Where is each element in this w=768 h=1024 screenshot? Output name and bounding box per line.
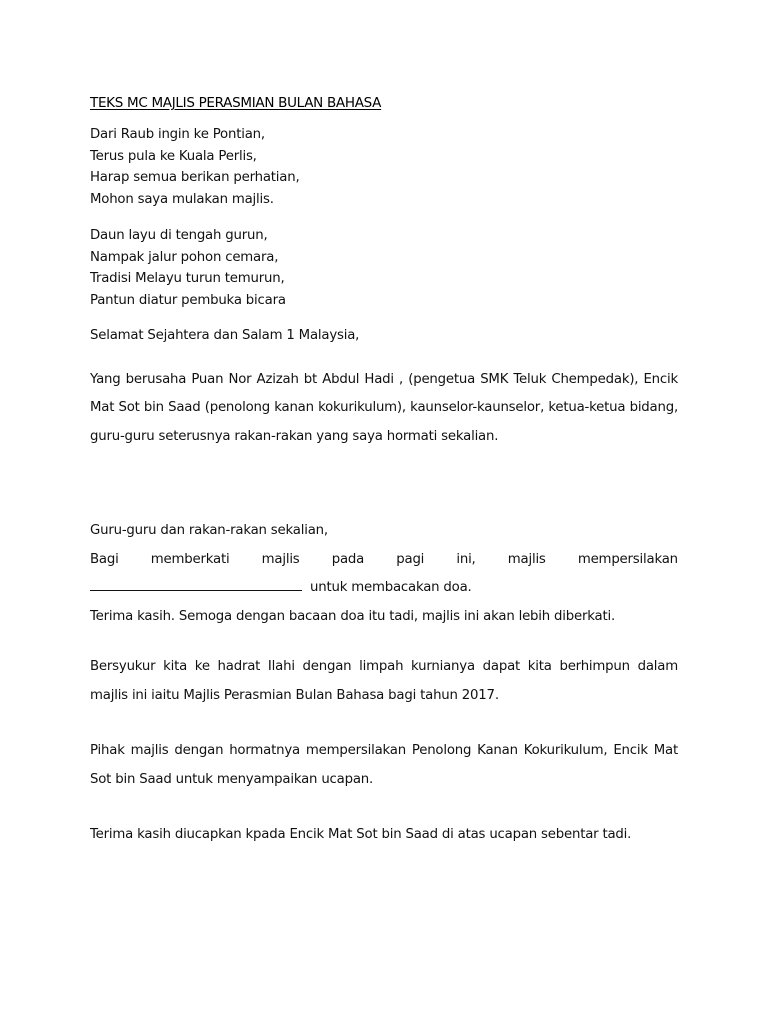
name-blank-field[interactable] [90,576,302,591]
word: majlis [261,551,300,567]
spacer [90,794,678,821]
address-line: Guru-guru dan rakan-rakan sekalian, [90,523,328,539]
word: pada [331,551,365,567]
thanks-doa-line: Terima kasih. Semoga dengan bacaan doa itu tadi, majlis ini akan lebih diberkati. [90,608,616,624]
spacer [90,631,678,653]
doa-invite-line [90,546,678,575]
pantun-stanza-1 [90,124,678,211]
invite-speech-paragraph: Pihak majlis dengan hormatnya mempersilakan Penolong Kanan Kokurikulum, Encik Mat Sot bin Saad untuk menyampaikan ucapan. [90,743,678,787]
pantun-line: Tradisi Melayu turun temurun, [90,271,285,287]
honorifics-paragraph: Yang berusaha Puan Nor Azizah bt Abdul Hadi , (pengetua SMK Teluk Chempedak), Encik Mat Sot bin Saad (penolong kanan kokurikulum), kaunselor-kaunselor, ketua-ketua bidang, guru-guru seterusnya rakan-rakan yang saya hormati sekalian. [90,371,678,444]
word: ini, [456,551,476,567]
document-page [90,94,678,850]
spacer [90,451,678,517]
pantun-stanza-2 [90,225,678,312]
pantun-line: Nampak jalur pohon cemara, [90,249,279,265]
pantun-line: Mohon saya mulakan majlis. [90,192,274,208]
greeting-line: Selamat Sejahtera dan Salam 1 Malaysia, [90,327,360,343]
word: Bagi [90,551,119,567]
pantun-line: Dari Raub ingin ke Pontian, [90,127,265,142]
thanks-speech-line: Terima kasih diucapkan kpada Encik Mat Sot bin Saad di atas ucapan sebentar tadi. [90,827,632,843]
word: pagi [396,551,425,567]
spacer [90,710,678,737]
word: memberkati [150,551,230,567]
pantun-line: Harap semua berikan perhatian, [90,170,300,186]
doa-invite-tail: untuk membacakan doa. [310,580,472,596]
gratitude-paragraph: Bersyukur kita ke hadrat Ilahi dengan limpah kurnianya dapat kita berhimpun dalam majlis ini iaitu Majlis Perasmian Bulan Bahasa bagi tahun 2017. [90,659,678,703]
pantun-line: Terus pula ke Kuala Perlis, [90,148,257,164]
document-title: TEKS MC MAJLIS PERASMIAN BULAN BAHASA [90,95,382,111]
doa-blank-line [90,574,678,603]
word: majlis [507,551,546,567]
word: mempersilakan [577,551,678,567]
pantun-line: Pantun diatur pembuka bicara [90,292,286,308]
pantun-line: Daun layu di tengah gurun, [90,227,268,243]
